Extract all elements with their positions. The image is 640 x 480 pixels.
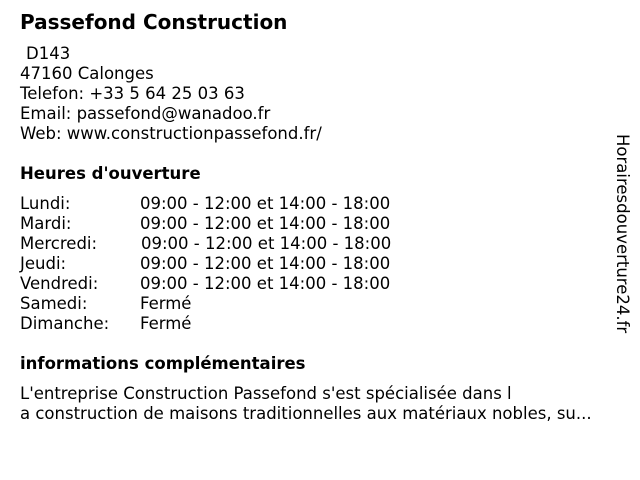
day-label: Vendredi: (20, 274, 99, 293)
site-watermark: Horairesdouverture24.fr (613, 134, 632, 334)
day-label: Mardi: (20, 214, 72, 233)
day-label: Lundi: (20, 194, 71, 213)
time-value: Fermé (140, 294, 192, 313)
business-name: Passefond Construction (20, 10, 288, 34)
time-value: Fermé (140, 314, 192, 333)
additional-info-heading: informations complémentaires (20, 354, 306, 373)
day-label: Mercredi: (20, 234, 98, 253)
description-line: a construction de maisons traditionnelles aux matériaux nobles, su... (20, 404, 592, 423)
email-line: Email: passefond@wanadoo.fr (20, 104, 271, 123)
day-label: Samedi: (20, 294, 88, 313)
city-line: 47160 Calonges (20, 64, 154, 83)
time-value: 09:00 - 12:00 et 14:00 - 18:00 (141, 234, 392, 253)
time-value: 09:00 - 12:00 et 14:00 - 18:00 (140, 254, 391, 273)
day-label: Jeudi: (20, 254, 67, 273)
street-address: D143 (26, 44, 71, 63)
web-line: Web: www.constructionpassefond.fr/ (20, 124, 322, 143)
time-value: 09:00 - 12:00 et 14:00 - 18:00 (140, 214, 391, 233)
opening-hours-heading: Heures d'ouverture (20, 164, 201, 183)
business-description (20, 384, 592, 424)
contact-details (20, 44, 322, 144)
description-line: L'entreprise Construction Passefond s'est spécialisée dans l (20, 384, 512, 403)
time-value: 09:00 - 12:00 et 14:00 - 18:00 (140, 274, 391, 293)
time-value: 09:00 - 12:00 et 14:00 - 18:00 (140, 194, 391, 213)
day-label: Dimanche: (20, 314, 110, 333)
phone-line: Telefon: +33 5 64 25 03 63 (20, 84, 245, 103)
